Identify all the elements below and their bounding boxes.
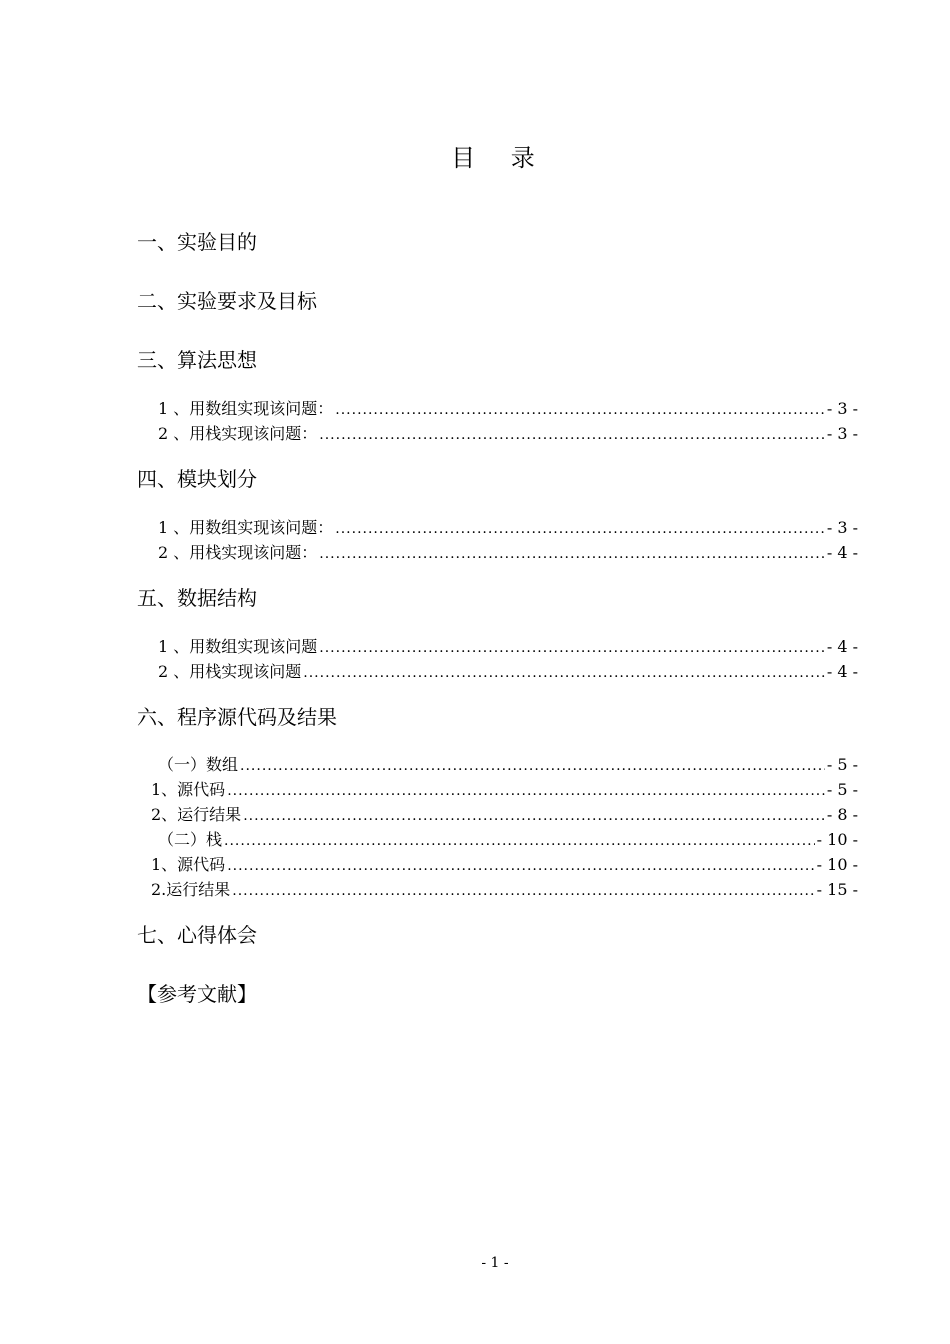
- toc-entry-label: （一）数组: [158, 755, 239, 774]
- toc-heading-requirements[interactable]: 二、实验要求及目标: [137, 289, 317, 313]
- toc-leader-dots: [303, 662, 825, 684]
- toc-entry-label: 2、运行结果: [151, 805, 242, 824]
- toc-leader-dots: [227, 855, 814, 877]
- toc-leader-dots: [319, 637, 825, 659]
- toc-heading-algorithm[interactable]: 三、算法思想: [137, 348, 257, 372]
- toc-entry-label: 2 、用栈实现该问题：: [158, 543, 318, 562]
- toc-leader-dots: [227, 780, 825, 802]
- toc-entry[interactable]: [158, 661, 858, 683]
- toc-leader-dots: [319, 543, 825, 565]
- toc-entry-page: - 10 -: [816, 855, 858, 874]
- toc-heading-data-structures[interactable]: 五、数据结构: [137, 586, 257, 610]
- toc-leader-dots: [243, 805, 825, 827]
- toc-entry-label: 2.运行结果: [151, 880, 231, 899]
- toc-leader-dots: [335, 399, 825, 421]
- toc-entry-label: （二）栈: [158, 830, 223, 849]
- toc-entry[interactable]: [158, 423, 858, 445]
- toc-entry-label: 1、源代码: [151, 855, 226, 874]
- toc-entry-page: - 4 -: [826, 662, 858, 681]
- toc-entry-label: 1 、用数组实现该问题：: [158, 518, 334, 537]
- toc-entry[interactable]: [151, 779, 858, 801]
- toc-leader-dots: [232, 880, 814, 902]
- toc-leader-dots: [335, 518, 825, 540]
- toc-heading-purpose[interactable]: 一、实验目的: [137, 230, 257, 254]
- toc-heading-modules[interactable]: 四、模块划分: [137, 467, 257, 491]
- toc-title: 目 录: [451, 144, 549, 172]
- toc-entry-label: 2 、用栈实现该问题：: [158, 424, 318, 443]
- toc-entry[interactable]: [151, 854, 858, 876]
- page-number: - 1 -: [481, 1255, 509, 1271]
- toc-entry-page: - 4 -: [826, 543, 858, 562]
- toc-entry-label: 1 、用数组实现该问题: [158, 637, 318, 656]
- toc-entry[interactable]: [158, 517, 858, 539]
- toc-entry[interactable]: [158, 754, 858, 776]
- toc-entry[interactable]: [158, 829, 858, 851]
- toc-entry-label: 1 、用数组实现该问题：: [158, 399, 334, 418]
- toc-entry-page: - 5 -: [826, 780, 858, 799]
- toc-entry[interactable]: [158, 636, 858, 658]
- toc-entry[interactable]: [158, 398, 858, 420]
- toc-entry-page: - 3 -: [826, 399, 858, 418]
- toc-entry-label: 1、源代码: [151, 780, 226, 799]
- toc-entry[interactable]: [151, 804, 858, 826]
- toc-entry-page: - 3 -: [826, 518, 858, 537]
- toc-leader-dots: [240, 755, 825, 777]
- toc-heading-references[interactable]: 【参考文献】: [137, 982, 257, 1006]
- toc-entry-page: - 5 -: [826, 755, 858, 774]
- toc-entry[interactable]: [151, 879, 858, 901]
- toc-heading-source-code[interactable]: 六、程序源代码及结果: [137, 705, 337, 729]
- toc-entry-page: - 4 -: [826, 637, 858, 656]
- toc-leader-dots: [224, 830, 815, 852]
- toc-entry-page: - 3 -: [826, 424, 858, 443]
- toc-entry-page: - 15 -: [816, 880, 858, 899]
- toc-heading-reflections[interactable]: 七、心得体会: [137, 923, 257, 947]
- toc-leader-dots: [319, 424, 825, 446]
- toc-entry-page: - 8 -: [826, 805, 858, 824]
- toc-entry[interactable]: [158, 542, 858, 564]
- toc-entry-label: 2 、用栈实现该问题: [158, 662, 302, 681]
- toc-entry-page: - 10 -: [816, 830, 858, 849]
